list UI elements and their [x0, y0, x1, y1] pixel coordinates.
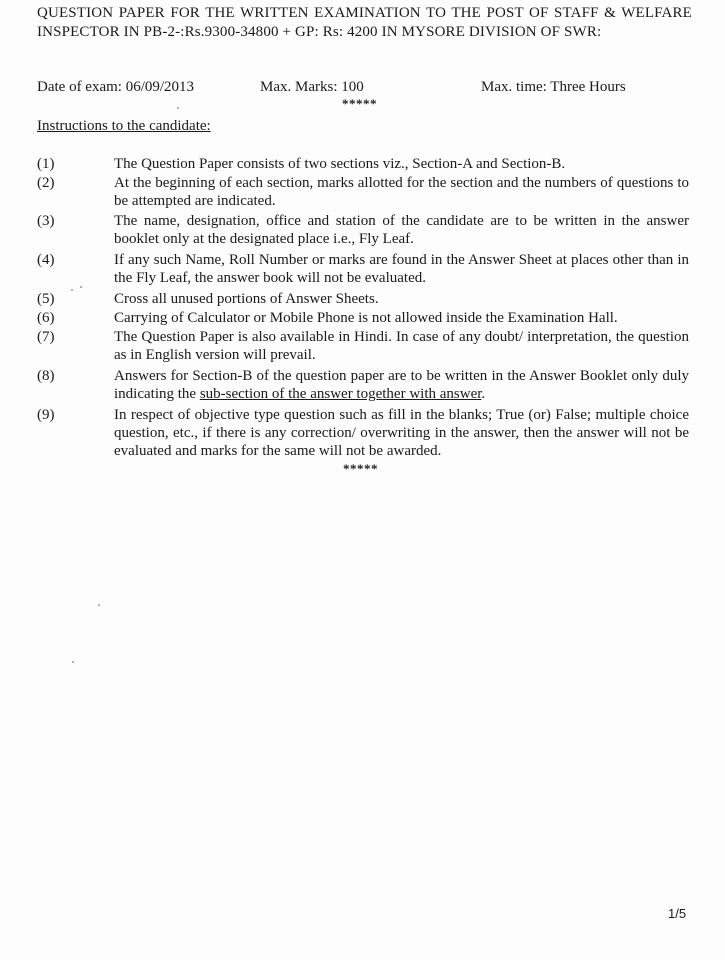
instruction-text: At the beginning of each section, marks allotted for the section and the numbers of questions to be attempted are indicated.	[114, 175, 689, 209]
instruction-text: The name, designation, office and station of the candidate are to be written in the answer booklet only at the designated place i.e., Fly Leaf.	[114, 213, 689, 247]
exam-date: Date of exam: 06/09/2013	[37, 79, 195, 95]
page-title: QUESTION PAPER FOR THE WRITTEN EXAMINATION TO THE POST OF STAFF & WELFARE INSPECTOR IN PB-2-:Rs.9300-34800 + GP: Rs: 4200 IN MYSORE DIVISION OF SWR:	[37, 5, 692, 40]
instruction-number: (5)	[37, 291, 55, 307]
instructions-heading: Instructions to the candidate:	[37, 118, 211, 134]
instruction-text	[114, 367, 689, 403]
scan-speck	[98, 604, 100, 606]
instruction-number: (6)	[37, 310, 55, 326]
end-separator: *****	[343, 461, 378, 476]
header-separator: *****	[342, 96, 377, 111]
scan-speck	[177, 107, 179, 109]
instruction-number: (2)	[37, 175, 55, 191]
instruction-text: If any such Name, Roll Number or marks are found in the Answer Sheet at places other than in the Fly Leaf, the answer book will not be evaluated.	[114, 252, 689, 286]
max-marks: Max. Marks: 100	[260, 79, 364, 95]
max-time: Max. time: Three Hours	[481, 79, 626, 95]
instruction-number: (4)	[37, 252, 55, 268]
instruction-number: (8)	[37, 368, 55, 384]
instruction-text: The Question Paper is also available in Hindi. In case of any doubt/ interpretation, the question as in English version will prevail.	[114, 329, 689, 363]
instruction-number: (3)	[37, 213, 55, 229]
instruction-text: The Question Paper consists of two sections viz., Section-A and Section-B.	[114, 156, 566, 172]
scan-speck	[72, 661, 74, 663]
instruction-text: In respect of objective type question such as fill in the blanks; True (or) False; multiple choice question, etc., if there is any correction/ overwriting in the answer, then the answer will not be evaluated and marks for the same will not be awarded.	[114, 407, 689, 459]
page-number: 1/5	[668, 906, 687, 921]
instruction-number: (1)	[37, 156, 55, 172]
instruction-text-part: Answers for Section-B of the question paper are to be written in the Answer Booklet only duly indicating the	[114, 368, 689, 402]
scan-speck	[71, 289, 73, 291]
scan-speck	[80, 286, 82, 288]
instruction-text-part: .	[481, 386, 486, 402]
instruction-underlined-text: sub-section of the answer together with answer	[199, 386, 482, 402]
instruction-text: Cross all unused portions of Answer Sheets.	[114, 291, 379, 307]
instruction-number: (9)	[37, 407, 55, 423]
instruction-number: (7)	[37, 329, 55, 345]
instruction-text: Carrying of Calculator or Mobile Phone is not allowed inside the Examination Hall.	[114, 310, 618, 326]
